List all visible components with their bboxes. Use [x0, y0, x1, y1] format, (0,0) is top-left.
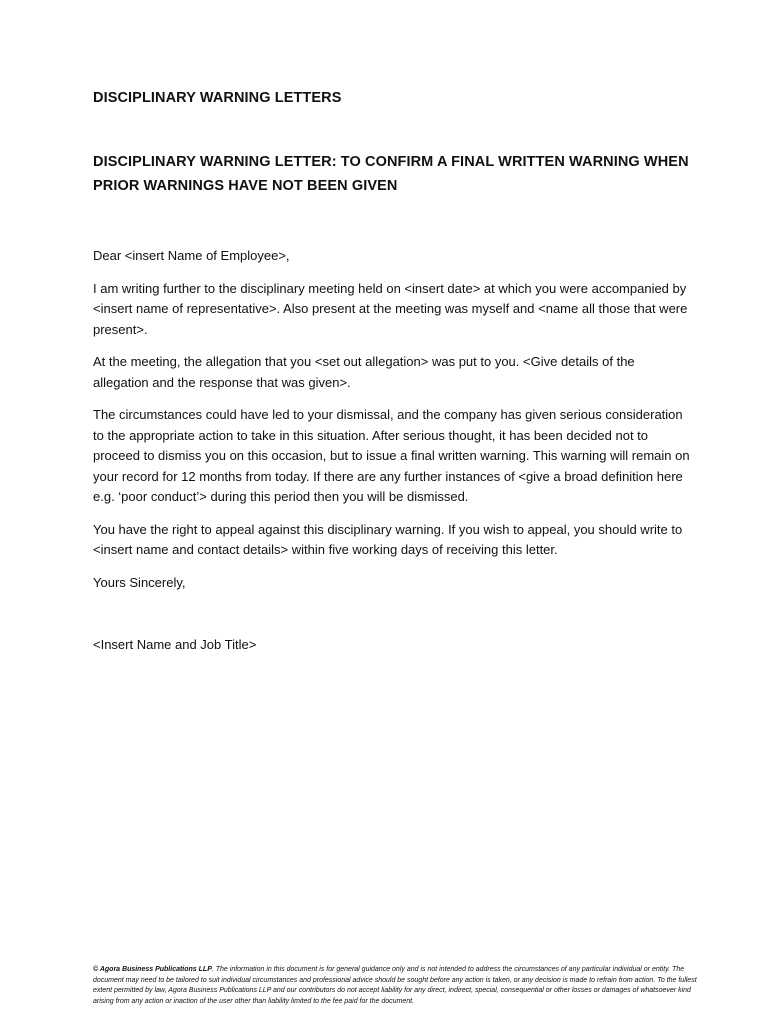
salutation: Dear <insert Name of Employee>,	[93, 248, 290, 263]
paragraph-warning: The circumstances could have led to your dismissal, and the company has given serious consideration to the appropriate action to take in this situation. After serious thought, it has been decided not to proceed to dismiss you on this occasion, but to issue a final written warning. This warning will remain on your record for 12 months from today. If there are any further instances of <give a broad definition here e.g. ‘poor conduct’> during this period then you will be dismissed.	[93, 407, 690, 504]
paragraph-meeting: I am writing further to the disciplinary meeting held on <insert date> at which you were accompanied by <insert name of representative>. Also present at the meeting was myself and <name all those that were present>.	[93, 280, 688, 337]
letter-body	[93, 88, 693, 668]
footer-disclaimer-text: . The information in this document is for general guidance only and is not intended to address the circumstances of any particular individual or entity. The document may need to be tailored to suit individual circumstances and professional advice should be sought before any action is taken, or any decision is made to refrain from action. To the fullest extent permitted by law, Agora Business Publications LLP and our contributors do not accept liability for any direct, indirect, special, consequential or other losses or damages of whatsoever kind arising from any action or inaction of the user other than liability limited to the fee paid for the document.	[93, 966, 697, 1005]
letter-title: DISCIPLINARY WARNING LETTER: TO CONFIRM A FINAL WRITTEN WARNING WHEN PRIOR WARNINGS HAVE NOT BEEN GIVEN	[93, 154, 689, 194]
footer-copyright: © Agora Business Publications LLP	[93, 966, 212, 973]
signoff: Yours Sincerely,	[93, 574, 186, 590]
paragraph-allegation: At the meeting, the allegation that you <set out allegation> was put to you. <Give details of the allegation and the response that was given>.	[93, 354, 635, 390]
footer-disclaimer	[93, 965, 698, 1007]
document-heading: DISCIPLINARY WARNING LETTERS	[93, 90, 342, 106]
paragraph-appeal: You have the right to appeal against this disciplinary warning. If you wish to appeal, you should write to <insert name and contact details> within five working days of receiving this letter.	[93, 521, 683, 557]
signature-placeholder: <Insert Name and Job Title>	[93, 637, 257, 652]
